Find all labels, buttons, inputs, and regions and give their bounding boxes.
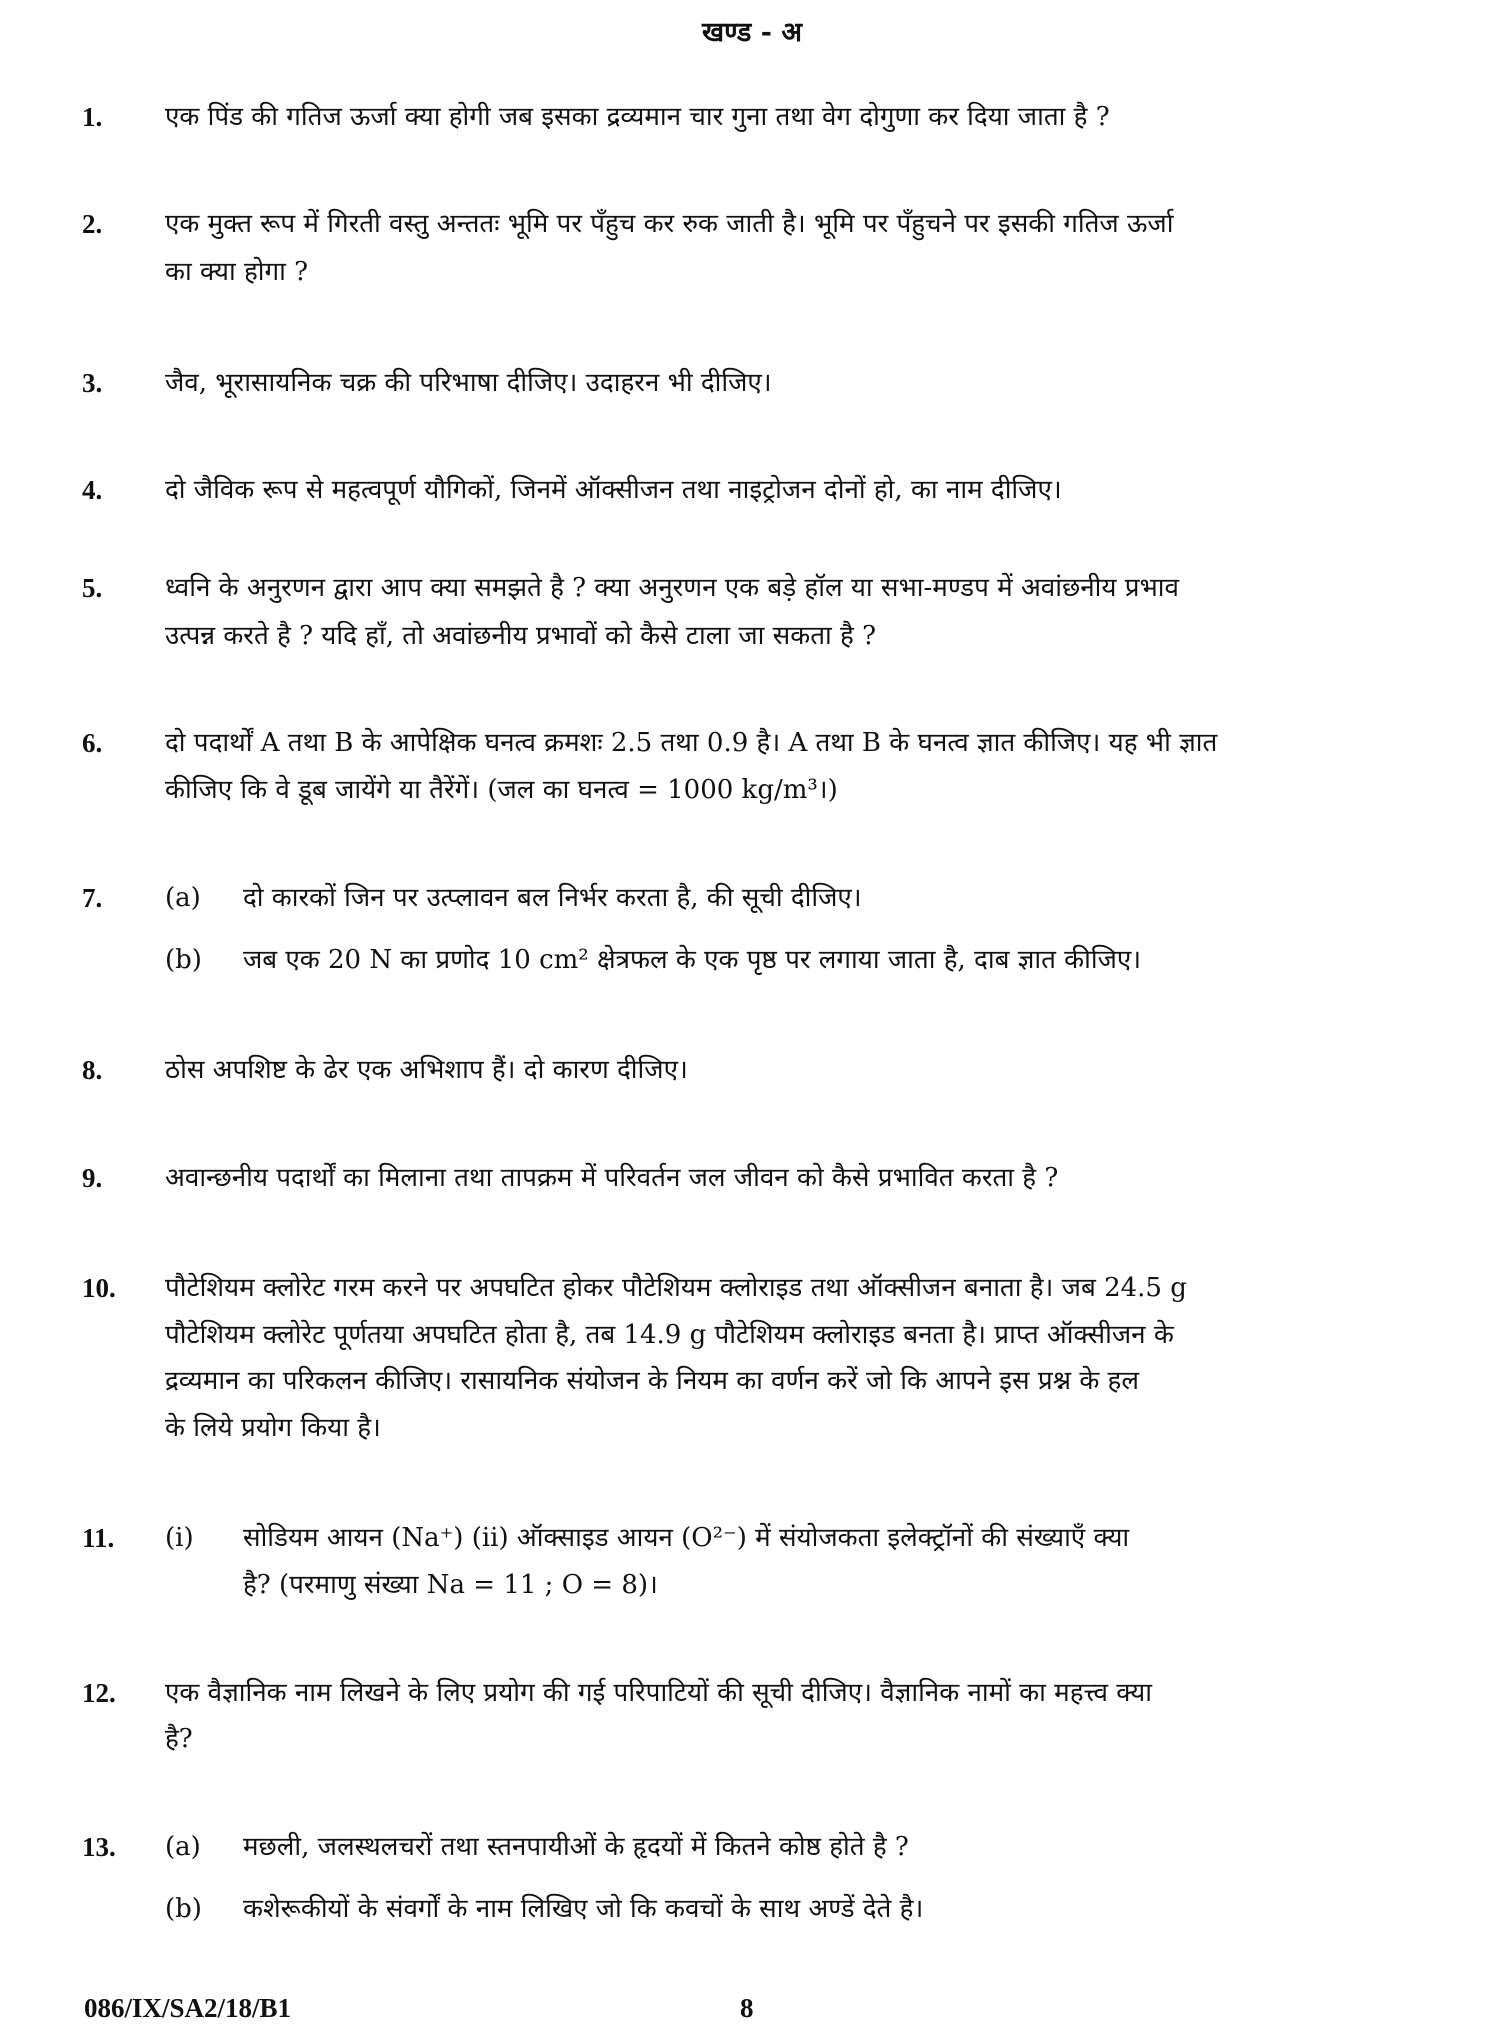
- section-title: खण्ड - अ: [702, 17, 802, 48]
- question-number: 6.: [82, 728, 103, 758]
- sub-question-text: दो कारकों जिन पर उत्प्लावन बल निर्भर करता है, की सूची दीजिए।: [243, 883, 862, 913]
- question-number: 9.: [82, 1163, 103, 1193]
- sub-question-label: (a): [165, 883, 201, 913]
- question-text: कीजिए कि वे डूब जायेंगे या तैरेंगें। (जल का घनत्व = 1000 kg/m³।): [165, 775, 838, 805]
- paper-code: 086/IX/SA2/18/B1: [84, 1993, 292, 2023]
- question-text: ठोस अपशिष्ट के ढेर एक अभिशाप हैं। दो कारण दीजिए।: [165, 1055, 688, 1085]
- sub-question-label: (a): [165, 1832, 201, 1862]
- question-number: 1.: [82, 102, 103, 132]
- question-text: द्रव्यमान का परिकलन कीजिए। रासायनिक संयोजन के नियम का वर्णन करें जो कि आपने इस प्रश्न के हल: [165, 1366, 1139, 1396]
- question-text: के लिये प्रयोग किया है।: [165, 1413, 381, 1443]
- question-text: ध्वनि के अनुरणन द्वारा आप क्या समझते है ? क्या अनुरणन एक बड़े हॉल या सभा-मण्डप में अवांछनीय प्रभाव: [165, 573, 1179, 603]
- question-number: 12.: [82, 1678, 116, 1708]
- sub-question-label: (b): [165, 1894, 202, 1924]
- sub-question-label: (i): [165, 1523, 194, 1553]
- question-number: 11.: [82, 1523, 115, 1553]
- question-text: पौटेशियम क्लोरेट पूर्णतया अपघटित होता है, तब 14.9 g पौटेशियम क्लोराइड बनता है। प्राप्त ऑक्सीजन के: [165, 1320, 1174, 1350]
- question-text: पौटेशियम क्लोरेट गरम करने पर अपघटित होकर पौटेशियम क्लोराइड तथा ऑक्सीजन बनाता है। जब 24.5 g: [165, 1273, 1187, 1303]
- sub-question-text: कशेरूकीयों के संवर्गों के नाम लिखिए जो कि कवचों के साथ अण्डें देते है।: [243, 1894, 924, 1924]
- question-text-continued: है? (परमाणु संख्या Na = 11 ; O = 8)।: [243, 1570, 658, 1600]
- question-number: 10.: [82, 1273, 116, 1303]
- question-number: 7.: [82, 883, 103, 913]
- sub-question-text: सोडियम आयन (Na⁺) (ii) ऑक्साइड आयन (O²⁻) में संयोजकता इलेक्ट्रॉनों की संख्याएँ क्या: [243, 1523, 1130, 1553]
- question-number: 8.: [82, 1055, 103, 1085]
- question-text: उत्पन्न करते है ? यदि हाँ, तो अवांछनीय प्रभावों को कैसे टाला जा सकता है ?: [165, 621, 877, 651]
- page-number: 8: [740, 1993, 754, 2023]
- question-text: है?: [165, 1724, 193, 1754]
- sub-question-label: (b): [165, 945, 202, 975]
- sub-question-text: जब एक 20 N का प्रणोद 10 cm² क्षेत्रफल के एक पृष्ठ पर लगाया जाता है, दाब ज्ञात कीजिए।: [243, 945, 1142, 975]
- question-text: दो जैविक रूप से महत्वपूर्ण यौगिकों, जिनमें ऑक्सीजन तथा नाइट्रोजन दोनों हो, का नाम दीजिए।: [165, 475, 1062, 505]
- sub-question-text: मछली, जलस्थलचरों तथा स्तनपायीओं के हृदयों में कितने कोष्ठ होते है ?: [243, 1832, 909, 1862]
- question-text: एक वैज्ञानिक नाम लिखने के लिए प्रयोग की गई परिपाटियों की सूची दीजिए। वैज्ञानिक नामों का महत्त्व क्या: [165, 1678, 1152, 1708]
- question-number: 5.: [82, 573, 103, 603]
- question-text: जैव, भूरासायनिक चक्र की परिभाषा दीजिए। उदाहरन भी दीजिए।: [165, 368, 772, 398]
- question-text: एक मुक्त रूप में गिरती वस्तु अन्ततः भूमि पर पँहुच कर रुक जाती है। भूमि पर पँहुचने पर इसकी गतिज ऊर्जा: [165, 209, 1174, 239]
- question-number: 4.: [82, 475, 103, 505]
- question-text: एक पिंड की गतिज ऊर्जा क्या होगी जब इसका द्रव्यमान चार गुना तथा वेग दोगुणा कर दिया जाता है ?: [165, 102, 1110, 132]
- question-text: का क्या होगा ?: [165, 257, 309, 287]
- question-number: 2.: [82, 209, 103, 239]
- question-text: अवान्छनीय पदार्थों का मिलाना तथा तापक्रम में परिवर्तन जल जीवन को कैसे प्रभावित करता है ?: [165, 1163, 1059, 1193]
- question-number: 13.: [82, 1832, 116, 1862]
- question-text: दो पदार्थों A तथा B के आपेक्षिक घनत्व क्रमशः 2.5 तथा 0.9 है। A तथा B के घनत्व ज्ञात कीजिए। यह भी ज्ञात: [165, 728, 1218, 758]
- question-number: 3.: [82, 368, 103, 398]
